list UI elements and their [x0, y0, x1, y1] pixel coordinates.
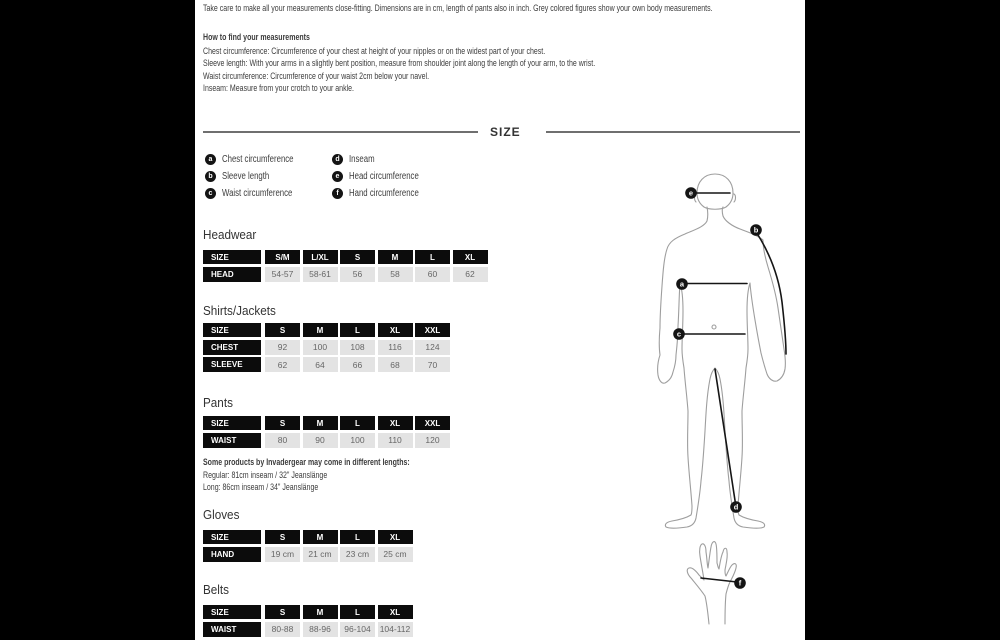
section-title-headwear: Headwear — [203, 227, 257, 242]
section-title-shirts: Shirts/Jackets — [203, 303, 276, 318]
size-table-gloves — [203, 530, 415, 564]
legend-column-left — [205, 154, 314, 205]
legend-item-d — [332, 154, 438, 165]
section-title-gloves: Gloves — [203, 507, 240, 522]
legend-item-c — [205, 188, 314, 199]
body-outline — [658, 207, 786, 528]
table-data-cell: 108 — [340, 340, 375, 355]
table-header-cell: XL — [378, 530, 413, 544]
table-header-cell: XXL — [415, 323, 450, 337]
table-header-cell: L/XL — [303, 250, 338, 264]
table-header-cell: M — [303, 416, 338, 430]
table-label-cell: SIZE — [203, 530, 261, 544]
section-title-belts: Belts — [203, 582, 230, 597]
table-label-cell: WAIST — [203, 433, 261, 448]
table-header-cell: S — [340, 250, 375, 264]
table-label-cell: HEAD — [203, 267, 261, 282]
table-header-row — [203, 605, 415, 619]
legend-item-b — [205, 171, 314, 182]
size-heading — [203, 124, 800, 140]
legend-label: Chest circumference — [222, 154, 294, 165]
right-letterbox — [805, 0, 1000, 640]
pants-length-note — [203, 456, 468, 493]
table-header-cell: XXL — [415, 416, 450, 430]
table-data-cell: 62 — [453, 267, 488, 282]
table-label-cell: WAIST — [203, 622, 261, 637]
legend-letter-badge-f: f — [332, 188, 343, 199]
marker-letter-e: e — [688, 188, 694, 198]
legend-label: Head circumference — [349, 171, 419, 182]
table-data-cell: 25 cm — [378, 547, 413, 562]
table-header-cell: S — [265, 323, 300, 337]
table-header-cell: L — [340, 323, 375, 337]
legend-letter-badge-d: d — [332, 154, 343, 165]
head-outline — [697, 174, 733, 209]
table-row — [203, 547, 415, 562]
intro-paragraph — [203, 3, 856, 14]
table-row — [203, 357, 453, 372]
table-label-cell: SLEEVE — [203, 357, 261, 372]
hand-outline — [687, 542, 736, 624]
table-data-cell: 88-96 — [303, 622, 338, 637]
howto-line-inseam: Inseam: Measure from your crotch to your ankle. — [203, 82, 355, 93]
howto-line-chest: Chest circumference: Circumference of your chest at height of your nipples or on the widest part of your chest. — [203, 46, 546, 56]
table-label-cell: SIZE — [203, 323, 261, 337]
table-data-cell: 56 — [340, 267, 375, 282]
marker-letter-b: b — [753, 225, 759, 235]
table-data-cell: 68 — [378, 357, 413, 372]
table-header-cell: M — [303, 323, 338, 337]
table-data-cell: 120 — [415, 433, 450, 448]
table-header-cell: L — [340, 530, 375, 544]
table-data-cell: 124 — [415, 340, 450, 355]
table-row — [203, 433, 453, 448]
inseam-measure-line — [715, 369, 736, 507]
howto-line-waist: Waist circumference: Circumference of your waist 2cm below your navel. — [203, 70, 430, 81]
size-heading-rule-left — [203, 131, 478, 133]
table-data-cell: 80-88 — [265, 622, 300, 637]
legend-letter-badge-c: c — [205, 188, 216, 199]
table-header-row — [203, 416, 453, 430]
table-data-cell: 58 — [378, 267, 413, 282]
table-data-cell: 90 — [303, 433, 338, 448]
howto-title: How to find your measurements — [203, 32, 310, 42]
table-header-cell: S — [265, 605, 300, 619]
intro-text: Take care to make all your measurements close-fitting. Dimensions are in cm, length of pants also in inch. Grey colored figures show your own body measurements. — [203, 3, 713, 13]
size-table-belts — [203, 605, 415, 639]
legend-letter-badge-e: e — [332, 171, 343, 182]
section-title-pants: Pants — [203, 395, 233, 410]
table-header-row — [203, 530, 415, 544]
table-label-cell: SIZE — [203, 605, 261, 619]
size-table-pants — [203, 416, 453, 450]
table-data-cell: 80 — [265, 433, 300, 448]
table-data-cell: 21 cm — [303, 547, 338, 562]
left-letterbox — [0, 0, 195, 640]
legend-label: Waist circumference — [222, 188, 293, 199]
table-header-cell: XL — [378, 323, 413, 337]
table-header-cell: XL — [378, 416, 413, 430]
size-table-headwear — [203, 250, 490, 284]
table-label-cell: CHEST — [203, 340, 261, 355]
pants-note-title: Some products by Invadergear may come in different lengths: — [203, 457, 410, 467]
table-data-cell: 100 — [340, 433, 375, 448]
size-heading-rule-right — [546, 131, 800, 133]
pants-note-regular: Regular: 81cm inseam / 32" Jeanslänge — [203, 470, 328, 480]
table-data-cell: 70 — [415, 357, 450, 372]
table-header-cell: XL — [453, 250, 488, 264]
legend-column-right — [332, 154, 438, 205]
table-header-cell: L — [415, 250, 450, 264]
table-label-cell: HAND — [203, 547, 261, 562]
table-label-cell: SIZE — [203, 250, 261, 264]
table-row — [203, 622, 415, 637]
table-data-cell: 96-104 — [340, 622, 375, 637]
size-heading-text: SIZE — [490, 125, 521, 139]
table-header-cell: M — [303, 605, 338, 619]
legend-label: Inseam — [349, 154, 375, 165]
body-measurement-diagram — [630, 150, 805, 640]
marker-letter-a: a — [679, 279, 685, 289]
legend-label: Sleeve length — [222, 171, 270, 182]
table-row — [203, 340, 453, 355]
pants-note-long: Long: 86cm inseam / 34" Jeanslänge — [203, 481, 319, 492]
legend-letter-badge-b: b — [205, 171, 216, 182]
table-header-cell: S/M — [265, 250, 300, 264]
legend-item-a — [205, 154, 314, 165]
marker-letter-d: d — [733, 502, 739, 512]
legend-label: Hand circumference — [349, 188, 419, 199]
table-data-cell: 58-61 — [303, 267, 338, 282]
table-row — [203, 267, 490, 282]
marker-letter-c: c — [676, 329, 682, 339]
table-header-cell: M — [378, 250, 413, 264]
table-data-cell: 92 — [265, 340, 300, 355]
legend-item-f — [332, 188, 438, 199]
table-header-cell: S — [265, 530, 300, 544]
table-label-cell: SIZE — [203, 416, 261, 430]
howto-line-sleeve: Sleeve length: With your arms in a slightly bent position, measure from shoulder joint along the length of your arm, to the wrist. — [203, 58, 596, 69]
legend-item-e — [332, 171, 438, 182]
size-table-shirts — [203, 323, 453, 375]
table-data-cell: 100 — [303, 340, 338, 355]
table-header-cell: M — [303, 530, 338, 544]
legend-letter-badge-a: a — [205, 154, 216, 165]
table-data-cell: 54-57 — [265, 267, 300, 282]
table-header-row — [203, 323, 453, 337]
table-data-cell: 64 — [303, 357, 338, 372]
table-data-cell: 104-112 — [378, 622, 413, 637]
ear-outlines — [695, 194, 736, 202]
table-header-cell: XL — [378, 605, 413, 619]
table-data-cell: 66 — [340, 357, 375, 372]
table-data-cell: 23 cm — [340, 547, 375, 562]
howto-section — [203, 31, 706, 94]
table-header-cell: L — [340, 416, 375, 430]
navel-mark — [712, 325, 716, 329]
table-header-cell: S — [265, 416, 300, 430]
table-data-cell: 60 — [415, 267, 450, 282]
table-data-cell: 62 — [265, 357, 300, 372]
table-data-cell: 19 cm — [265, 547, 300, 562]
table-header-cell: L — [340, 605, 375, 619]
table-data-cell: 116 — [378, 340, 413, 355]
table-header-row — [203, 250, 490, 264]
table-data-cell: 110 — [378, 433, 413, 448]
marker-letter-f: f — [738, 578, 742, 588]
